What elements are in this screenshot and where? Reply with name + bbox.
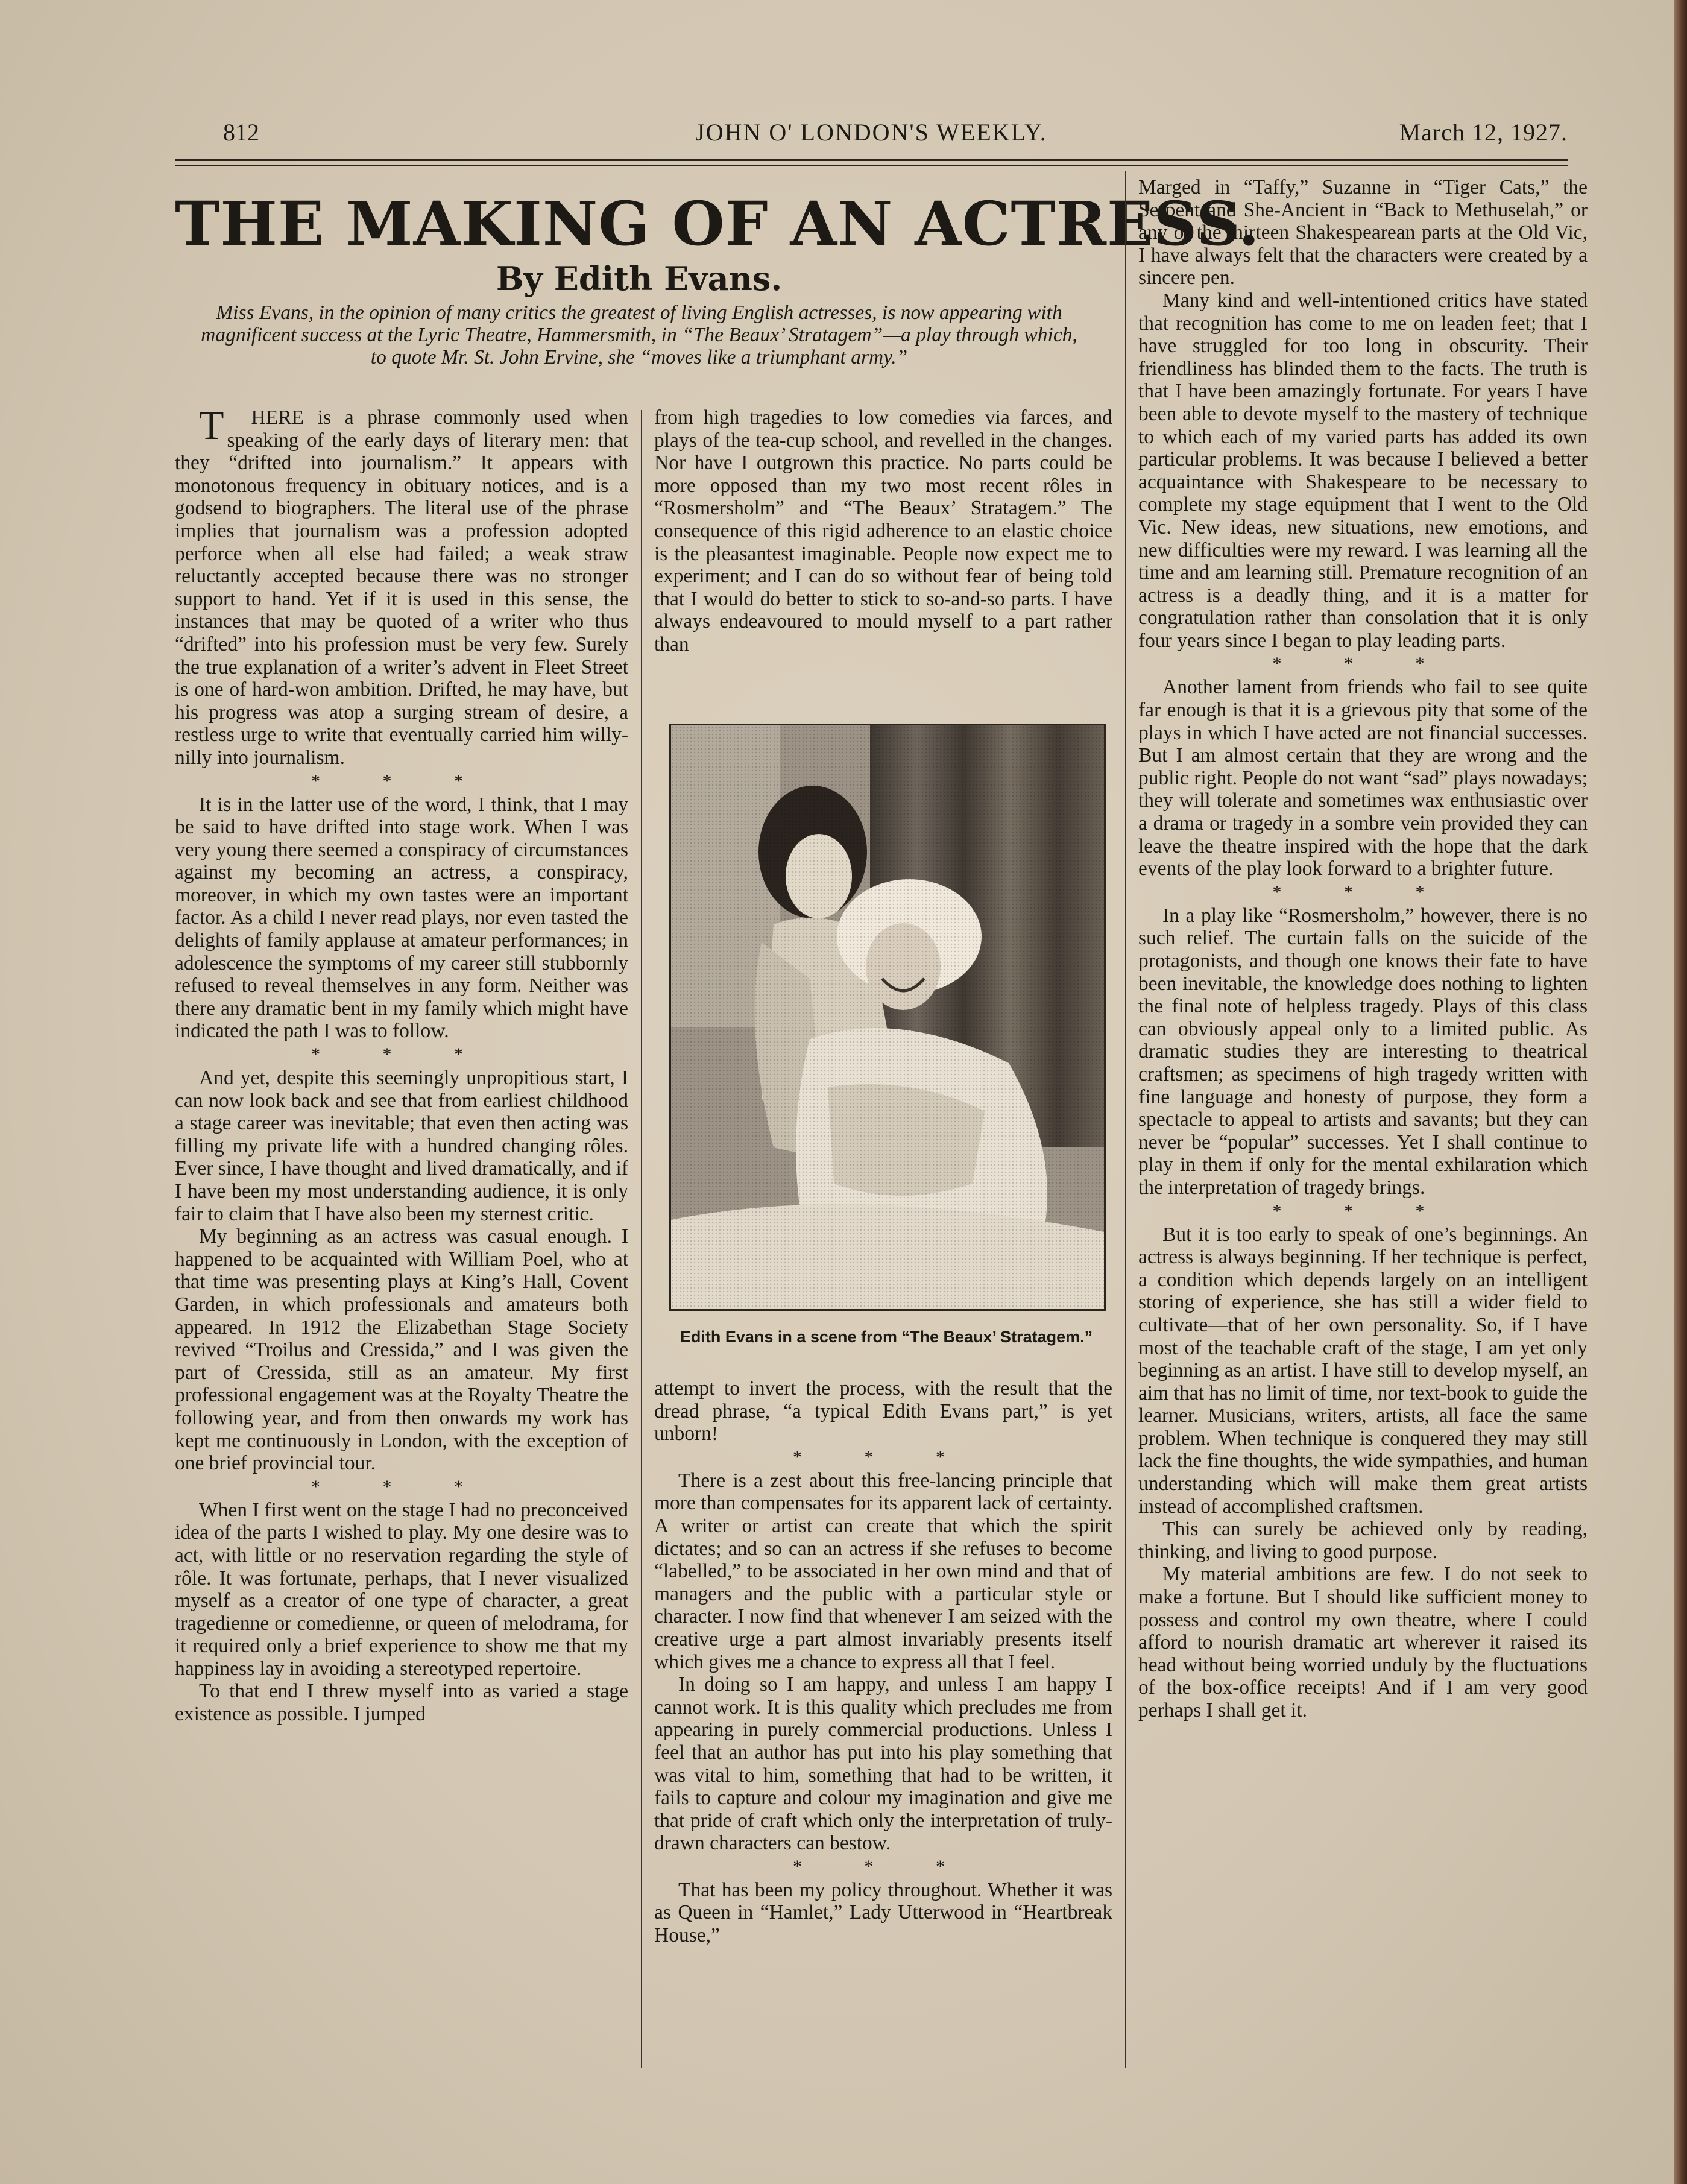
paragraph: from high tragedies to low comedies via farces, and plays of the tea-cup school, and revelled in the changes. Nor have I outgrown this practice. No parts could be more opposed than my two most recent rôles in “Rosmersholm” and “The Beaux’ Stratagem.” The consequence of this rigid adherence to an elastic choice is the pleasantest imaginable. People now expect me to experiment; and I can do so without fear of being told that I would do better to stick to so-and-so parts. I have always endeavoured to mould myself to a part rather than [654, 406, 1112, 655]
section-break: * * * [1272, 882, 1454, 902]
byline: By Edith Evans. [496, 259, 783, 298]
paragraph: That has been my policy throughout. Whether it was as Queen in “Hamlet,” Lady Utterwood in “Heartbreak House,” [654, 1878, 1112, 1947]
page-number: 812 [223, 119, 259, 146]
paragraph: There is a zest about this free-lancing principle that more than compensates for its apparent lack of certainty. A writer or artist can create that which the spirit dictates; and so can an actress if she refuses to become “labelled,” to be associated in her own mind and that of managers and the public with a particular style or character. I now find that whenever I am seized with the creative urge a part almost invariably presents itself which gives me a chance to express all that I feel. [654, 1469, 1112, 1673]
photo-illustration [671, 725, 1104, 1309]
header-rule-thin [175, 165, 1568, 166]
section-break: * * * [793, 1856, 974, 1876]
publication-name: JOHN O' LONDON'S WEEKLY. [695, 119, 1047, 146]
paragraph: To that end I threw myself into as varied a stage existence as possible. I jumped [175, 1680, 628, 1726]
article-title: THE MAKING OF AN ACTRESS. [175, 188, 1260, 259]
column-2-top [654, 406, 1112, 656]
column-3 [1138, 176, 1588, 1722]
paragraph: In doing so I am happy, and unless I am happy I cannot work. It is this quality which precludes me from appearing in purely commercial productions. Unless I feel that an author has put into his play something that was vital to him, something that had to be written, it fails to capture and colour my imagination and give me that pride of craft which only the interpretation of truly-drawn characters can bestow. [654, 1673, 1112, 1855]
paragraph: My material ambitions are few. I do not seek to make a fortune. But I should like sufficient money to possess and control my own theatre, where I could afford to nourish dramatic art wherever it raised its head without being worried unduly by the fluctuations of the box-office receipts! And if I am very good perhaps I shall get it. [1138, 1563, 1588, 1722]
production-photo [669, 724, 1106, 1311]
paragraph: Many kind and well-intentioned critics have stated that recognition has come to me on leaden feet; that I have struggled for too long in obscurity. Their friendliness has blinded them to the facts. The truth is that I have been amazingly fortunate. For years I have been able to devote myself to the mastery of technique to which each of my varied parts has added its own particular problems. It was because I believed a better acquaintance with Shakespeare to be necessary to complete my stage equipment that I went to the Old Vic. New ideas, new situations, new emotions, and new difficulties were my reward. I was learning all the time and am learning still. Premature recognition of an actress is a deadly thing, and it is a matter for congratulation rather than consolation that it is only four years since I began to play leading parts. [1138, 289, 1588, 652]
paragraph: This can surely be achieved only by reading, thinking, and living to good purpose. [1138, 1518, 1588, 1563]
photo-caption: Edith Evans in a scene from “The Beaux’ Stratagem.” [680, 1328, 1093, 1346]
column-2-bottom [654, 1377, 1112, 1947]
section-break: * * * [1272, 1201, 1454, 1221]
header-rule [175, 159, 1568, 161]
issue-date: March 12, 1927. [1399, 119, 1568, 146]
column-divider [1125, 171, 1126, 2068]
column-divider [641, 410, 642, 2068]
section-break: * * * [311, 1044, 492, 1065]
paragraph: And yet, despite this seemingly unpropitious start, I can now look back and see that from earliest childhood a stage career was inevitable; that even then acting was filling my private life with a hundred changing rôles. Ever since, I have thought and lived dramatically, and if I have been my most understanding audience, it is only fair to claim that I have also been my sternest critic. [175, 1067, 628, 1225]
section-break: * * * [793, 1447, 974, 1467]
running-header [175, 118, 1568, 154]
paragraph: Another lament from friends who fail to see quite far enough is that it is a grievous pity that some of the plays in which I have acted are not financial successes. But I am almost certain that they are wrong and the public right. People do not want “sad” plays nowadays; they will tolerate and sometimes wax enthusiastic over a drama or tragedy in a sombre vein provided they can leave the theatre inspired with the hope that the dark events of the play look forward to a brighter future. [1138, 676, 1588, 880]
paragraph: My beginning as an actress was casual enough. I happened to be acquainted with William Poel, who at that time was presenting plays at King’s Hall, Covent Garden, in which professionals and amateurs both appeared. In 1912 the Elizabethan Stage Society revived “Troilus and Cressida,” and I was given the part of Cressida, still as an amateur. My first professional engagement was at the Royalty Theatre the following year, and from then onwards my work has kept me continuously in London, with the exception of one brief provincial tour. [175, 1225, 628, 1475]
paragraph: Marged in “Taffy,” Suzanne in “Tiger Cats,” the Serpent and She-Ancient in “Back to Methuselah,” or any of the thirteen Shakespearean parts at the Old Vic, I have always felt that the characters were created by a sincere pen. [1138, 176, 1588, 289]
paragraph: But it is too early to speak of one’s beginnings. An actress is always beginning. If her technique is perfect, a condition which depends largely on an intelligent storing of experience, she has still a wider field to cultivate—that of her own personality. So, if I have most of the teachable craft of the stage, I am yet only beginning as an artist. I have still to develop myself, an aim that has no limit of time, nor text-book to guide the learner. Musicians, writers, artists, all face the same problem. When technique is conquered they may still lack the fine thoughts, the wide sympathies, and human understanding which will make them great artists instead of accomplished craftsmen. [1138, 1223, 1588, 1518]
paragraph: THERE is a phrase commonly used when speaking of the early days of literary men: that they “drifted into journalism.” It appears with monotonous frequency in obituary notices, and is a godsend to biographers. The literal use of the phrase implies that journalism was a profession adopted perforce when all else had failed; a weak straw reluctantly accepted because there was no stronger support to hand. Yet if it is used in this sense, the instances that may be quoted of a writer who thus “drifted” into his profession must be very few. Surely the true explanation of a writer’s advent in Fleet Street is one of hard-won ambition. Drifted, he may have, but his progress was atop a surging stream of desire, a restless urge to write that eventually carried him willy-nilly into journalism. [175, 402, 628, 769]
column-1 [175, 402, 628, 1726]
section-break: * * * [311, 771, 492, 791]
paragraph: When I first went on the stage I had no preconceived idea of the parts I wished to play. My one desire was to act, with little or no reservation regarding the style of rôle. It was fortunate, perhaps, that I never visualized myself as a creator of one type of character, a great tragedienne or comedienne, or queen of melodrama, for it required only a brief experience to show me that my happiness lay in avoiding a stereotyped repertoire. [175, 1498, 628, 1680]
paragraph: attempt to invert the process, with the result that the dread phrase, “a typical Edith Evans part,” is yet unborn! [654, 1377, 1112, 1445]
paragraph: It is in the latter use of the word, I think, that I may be said to have drifted into stage work. When I was very young there seemed a conspiracy of circumstances against my becoming an actress, a conspiracy, moreover, in which my own tastes were an important factor. As a child I never read plays, nor even tasted the delights of family applause at amateur performances; in adolescence the symptoms of my career still stubbornly refused to reveal themselves in any form. Neither was there any dramatic bent in my family which might have indicated the path I was to follow. [175, 793, 628, 1043]
section-break: * * * [1272, 654, 1454, 674]
paragraph: In a play like “Rosmersholm,” however, there is no such relief. The curtain falls on the suicide of the protagonists, and though one knows their fate to have been inevitable, the knowledge does nothing to lighten the final note of helpless tragedy. Plays of this class can obviously appeal only to a limited public. As dramatic studies they are interesting to theatrical craftsmen; as specimens of high tragedy written with fine language and honesty of purpose, they form a spectacle to appeal to artists and savants; but they can never be “popular” successes. Yet I shall continue to play in them if only for the mental exhilaration which the interpretation of tragedy brings. [1138, 904, 1588, 1199]
binding-edge [1674, 0, 1687, 2184]
section-break: * * * [311, 1476, 492, 1497]
standfirst: Miss Evans, in the opinion of many critics the greatest of living English actresses, is now appearing with magnificent success at the Lyric Theatre, Hammersmith, in “The Beaux’ Stratagem”—a play through which, to quote Mr. St. John Ervine, she “moves like a triumphant army.” [201, 301, 1077, 368]
